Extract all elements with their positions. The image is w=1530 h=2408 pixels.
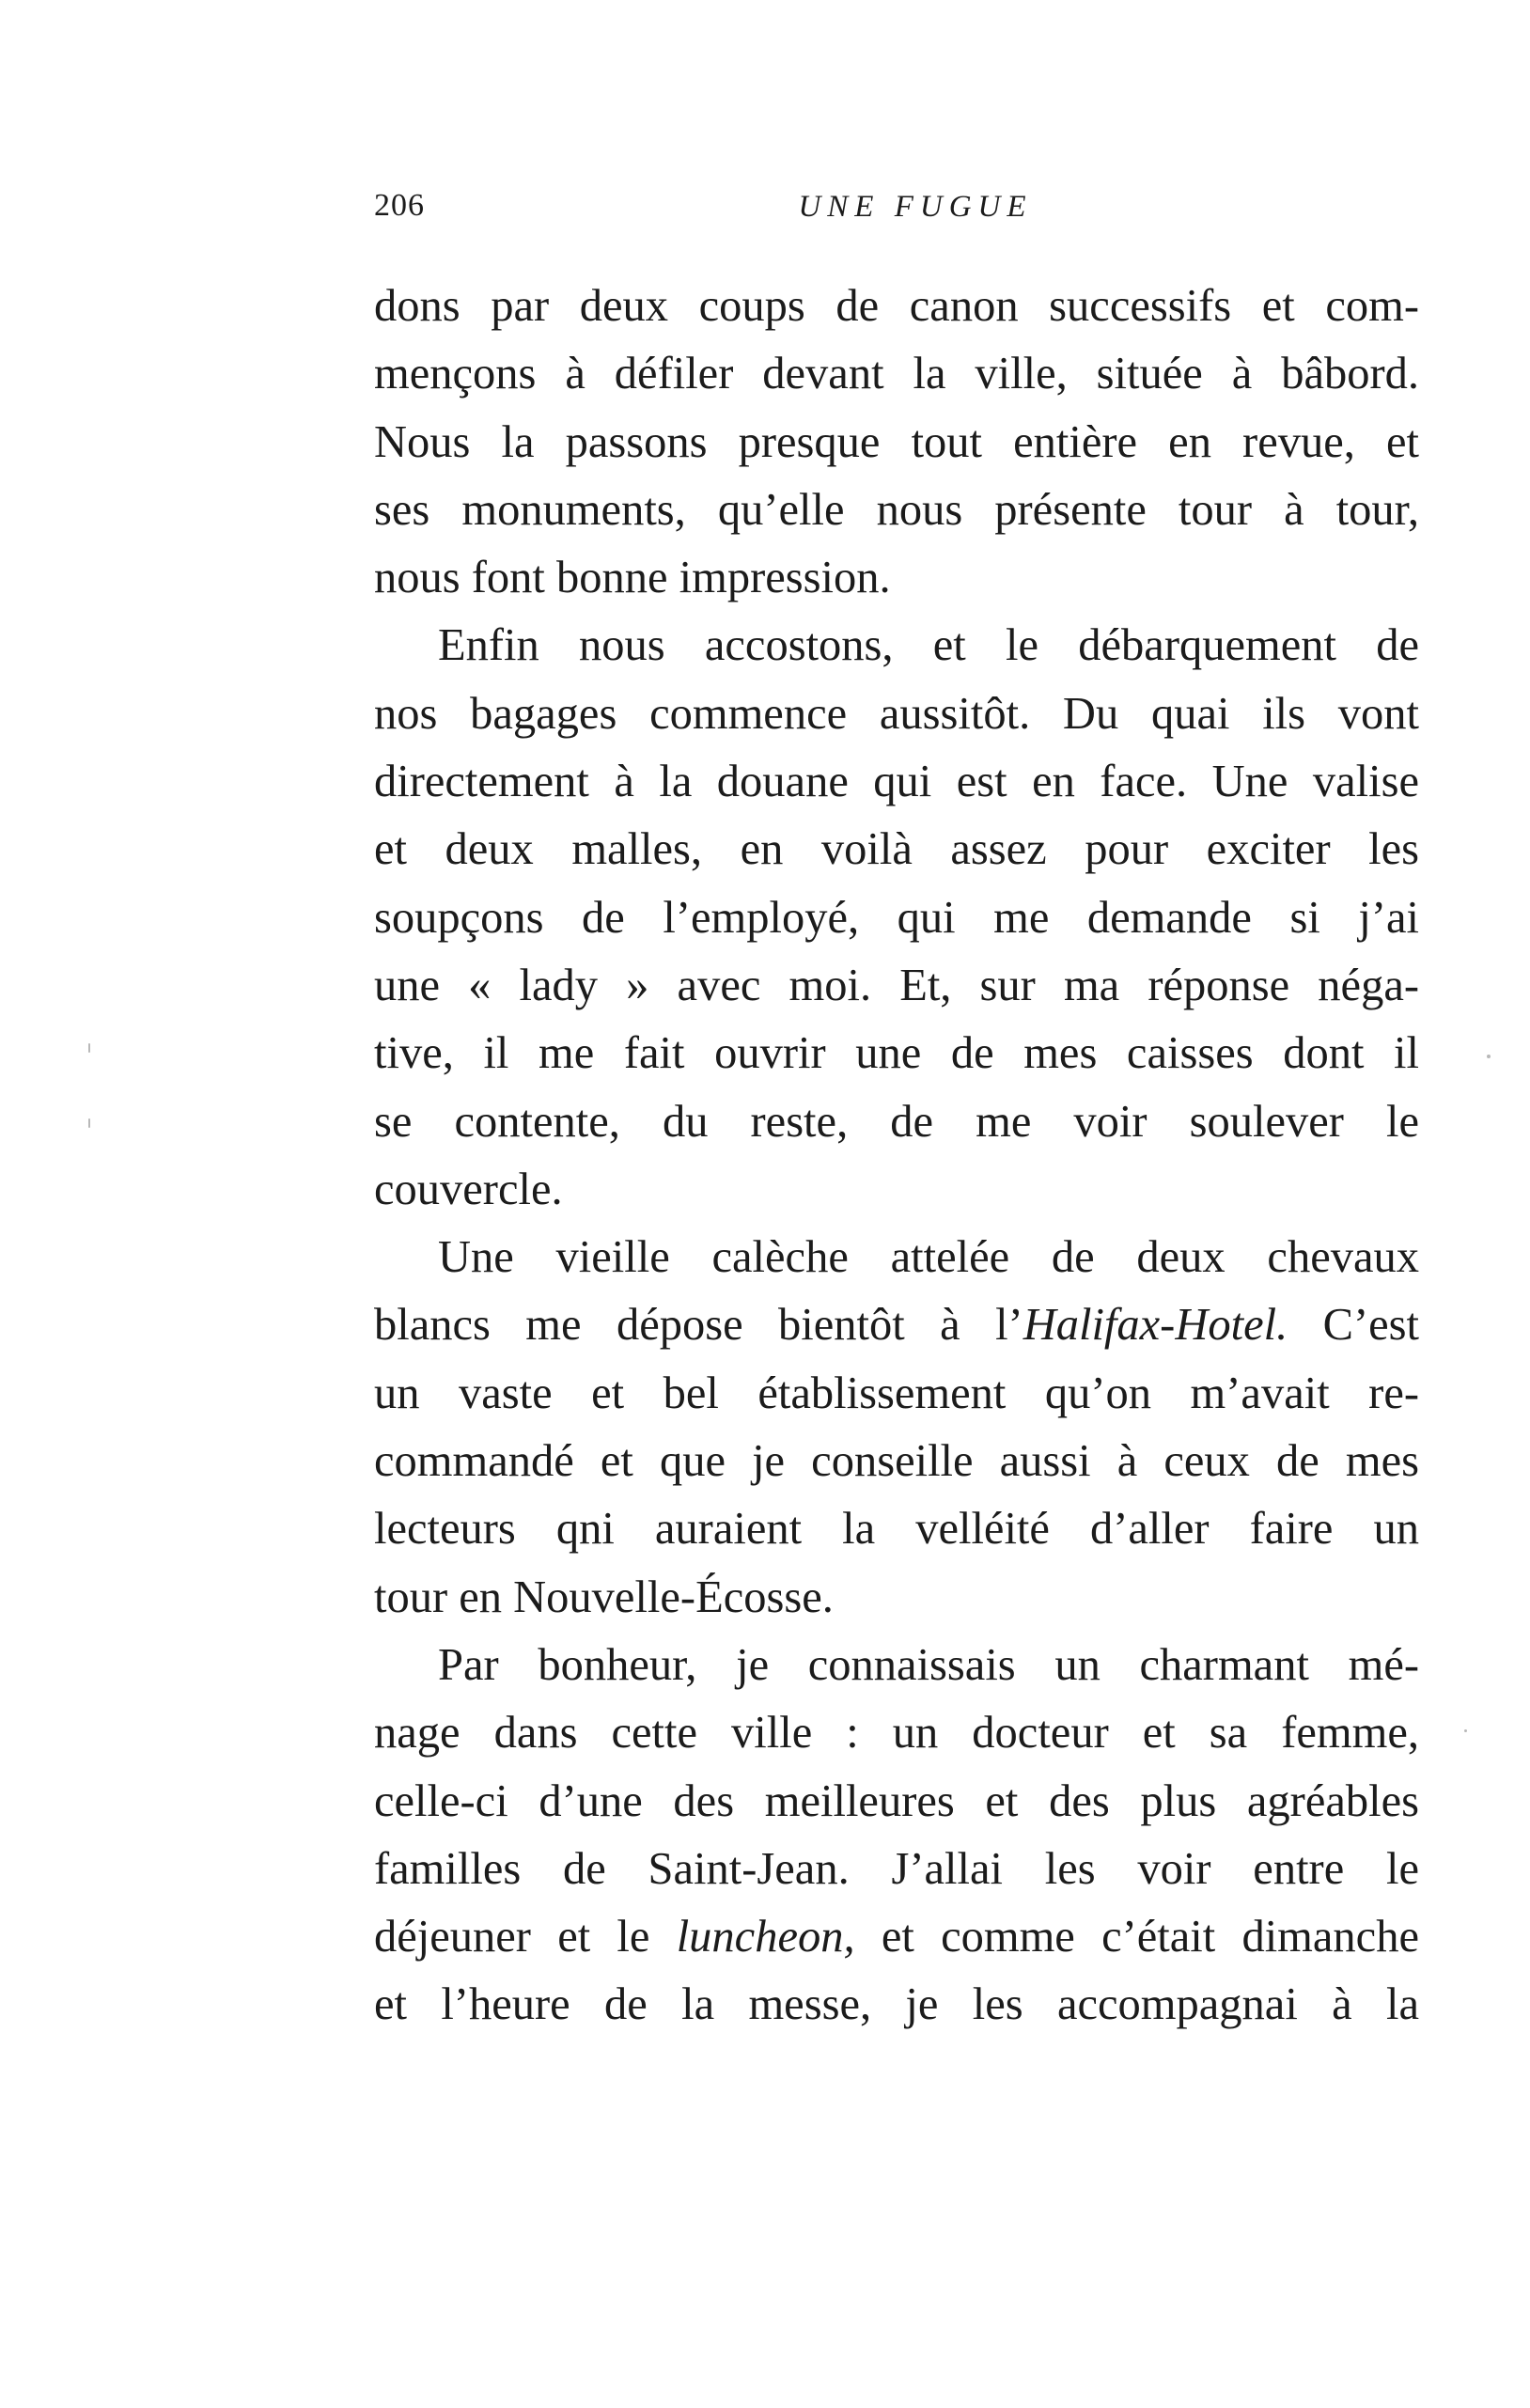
text-line (374, 1088, 1419, 1156)
text-line (374, 340, 1419, 408)
text-line (374, 612, 1419, 680)
running-title: UNE FUGUE (798, 190, 1033, 224)
text-segment: tour en Nouvelle-Écosse. (374, 1571, 834, 1622)
text-line (374, 816, 1419, 883)
text-line (374, 273, 1419, 340)
text-segment: C’est (1288, 1300, 1419, 1351)
text-line (374, 1699, 1419, 1767)
scan-speck (88, 1043, 90, 1053)
text-segment: Nous la passons presque tout entière en revue, et (374, 416, 1419, 467)
text-segment: Enfin nous accostons, et le débarquement de (438, 620, 1419, 671)
text-line (374, 477, 1419, 544)
page-header (374, 188, 1419, 244)
text-segment: Par bonheur, je connaissais un charmant mé- (438, 1639, 1419, 1690)
text-segment: tive, il me fait ouvrir une de mes caisses dont il (374, 1028, 1419, 1079)
text-segment: une « lady » avec moi. Et, sur ma réponse néga- (374, 960, 1419, 1010)
text-line (374, 680, 1419, 748)
text-segment: soupçons de l’employé, qui me demande si j’ai (374, 892, 1419, 943)
text-segment: directement à la douane qui est en face. Une valise (374, 757, 1419, 807)
text-line (374, 1768, 1419, 1836)
text-segment: dons par deux coups de canon successifs et com- (374, 281, 1419, 331)
text-line (374, 1156, 1419, 1224)
text-line (374, 884, 1419, 952)
text-segment: familles de Saint-Jean. J’allai les voir entre le (374, 1843, 1419, 1894)
text-line (374, 1020, 1419, 1087)
text-segment: ses monuments, qu’elle nous présente tour à tour, (374, 484, 1419, 535)
text-line (374, 1495, 1419, 1563)
italic-text: Halifax-Hotel. (1023, 1300, 1288, 1351)
text-segment: et deux malles, en voilà assez pour exciter les (374, 824, 1419, 875)
scan-speck (88, 1118, 90, 1128)
text-line (374, 1971, 1419, 2039)
text-line (374, 1224, 1419, 1291)
text-segment: lecteurs qni auraient la velléité d’aller faire un (374, 1504, 1419, 1555)
text-segment: Une vieille calèche attelée de deux chevaux (438, 1232, 1419, 1283)
text-segment: blancs me dépose bientôt à l’ (374, 1300, 1023, 1351)
text-line (374, 1903, 1419, 1971)
text-segment: commandé et que je conseille aussi à ceux de mes (374, 1436, 1419, 1487)
body-text (374, 273, 1419, 2040)
text-line (374, 1360, 1419, 1428)
text-line (374, 1836, 1419, 1903)
scan-speck (1487, 1055, 1491, 1058)
text-line (374, 544, 1419, 612)
text-segment: et l’heure de la messe, je les accompagnai à la (374, 1979, 1419, 2030)
text-segment: déjeuner et le (374, 1912, 677, 1962)
text-line (374, 952, 1419, 1020)
text-segment: nous font bonne impression. (374, 553, 891, 603)
text-line (374, 748, 1419, 816)
text-segment: nos bagages commence aussitôt. Du quai ils vont (374, 688, 1419, 739)
text-line (374, 409, 1419, 477)
text-segment: mençons à défiler devant la ville, située à bâbord. (374, 349, 1419, 399)
text-line (374, 1428, 1419, 1495)
text-segment: un vaste et bel établissement qu’on m’avait re- (374, 1368, 1419, 1418)
scan-speck (1464, 1729, 1467, 1732)
text-segment: nage dans cette ville : un docteur et sa femme, (374, 1708, 1419, 1759)
text-line (374, 1291, 1419, 1359)
text-line (374, 1564, 1419, 1632)
italic-text: luncheon, (676, 1912, 855, 1962)
text-segment: couvercle. (374, 1164, 563, 1214)
text-segment: et comme c’était dimanche (854, 1912, 1419, 1962)
text-line (374, 1632, 1419, 1699)
page-number: 206 (374, 188, 425, 223)
text-segment: se contente, du reste, de me voir soulever le (374, 1096, 1419, 1147)
text-segment: celle-ci d’une des meilleures et des plus agréables (374, 1775, 1419, 1826)
